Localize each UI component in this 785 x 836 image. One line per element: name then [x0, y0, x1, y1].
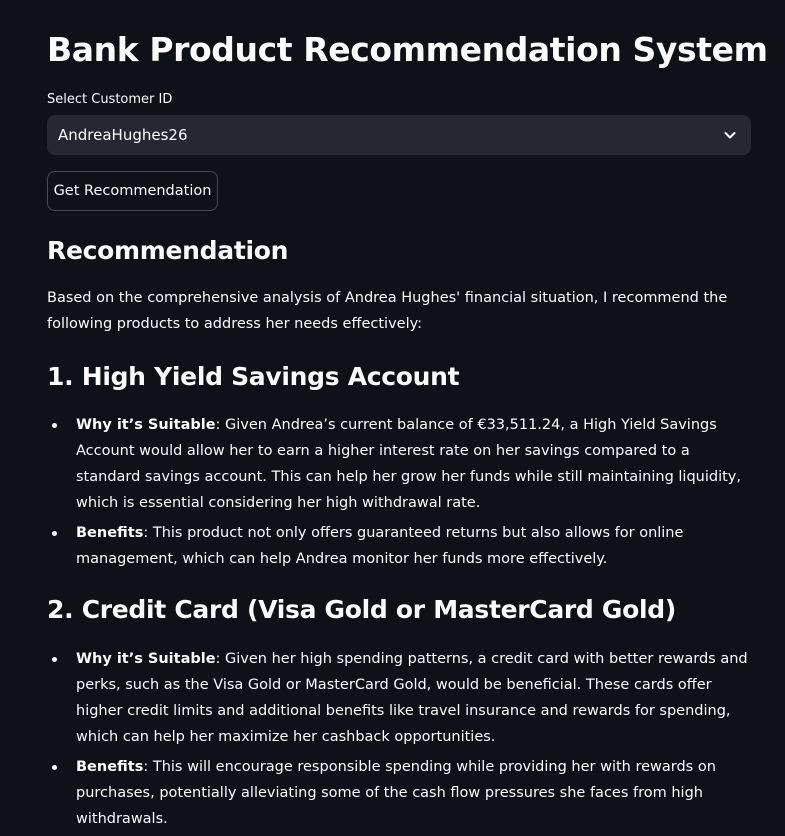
bullet-text: : This will encourage responsible spending while providing her with rewards on purchases, potentially alleviating some of the cash flow pressures she faces from high withdrawals.: [76, 759, 716, 827]
bullet-label: Benefits: [76, 525, 144, 541]
list-item: [47, 646, 751, 750]
list-item: [47, 754, 751, 832]
list-item: [47, 412, 751, 516]
bullet-text: : Given Andrea’s current balance of €33,511.24, a High Yield Savings Account would allow her to earn a higher interest rate on her savings compared to a standard savings account. This can help her grow her funds while still maintaining liquidity, which is essential considering her high withdrawal rate.: [76, 417, 741, 511]
customer-id-select[interactable]: [47, 115, 751, 155]
customer-id-selected-value: AndreaHughes26: [58, 126, 188, 144]
recommendation-heading: Recommendation: [47, 236, 289, 265]
list-item: [47, 520, 751, 572]
bullet-text: : Given her high spending patterns, a credit card with better rewards and perks, such as the Visa Gold or MasterCard Gold, would be beneficial. These cards offer higher credit limits and additional benefits like travel insurance and rewards for spending, which can help her maximize her cashback opportunities.: [76, 651, 748, 745]
bullet-text: : This product not only offers guaranteed returns but also allows for online management, which can help Andrea monitor her funds more effectively.: [76, 525, 684, 567]
chevron-down-icon[interactable]: [723, 128, 737, 142]
page-title: Bank Product Recommendation System: [47, 30, 768, 69]
bullet-label: Benefits: [76, 759, 144, 775]
customer-select-label: Select Customer ID: [47, 92, 173, 107]
bullet-label: Why it’s Suitable: [76, 417, 216, 433]
product-heading-savings: 1. High Yield Savings Account: [47, 362, 460, 391]
product-heading-credit-card: 2. Credit Card (Visa Gold or MasterCard Gold): [47, 595, 677, 624]
get-recommendation-button[interactable]: Get Recommendation: [47, 171, 218, 211]
product-list-savings: [47, 412, 751, 576]
recommendation-intro: Based on the comprehensive analysis of Andrea Hughes' financial situation, I recommend the following products to address her needs effectively:: [47, 290, 728, 332]
bullet-label: Why it’s Suitable: [76, 651, 216, 667]
product-list-credit-card: [47, 646, 751, 836]
